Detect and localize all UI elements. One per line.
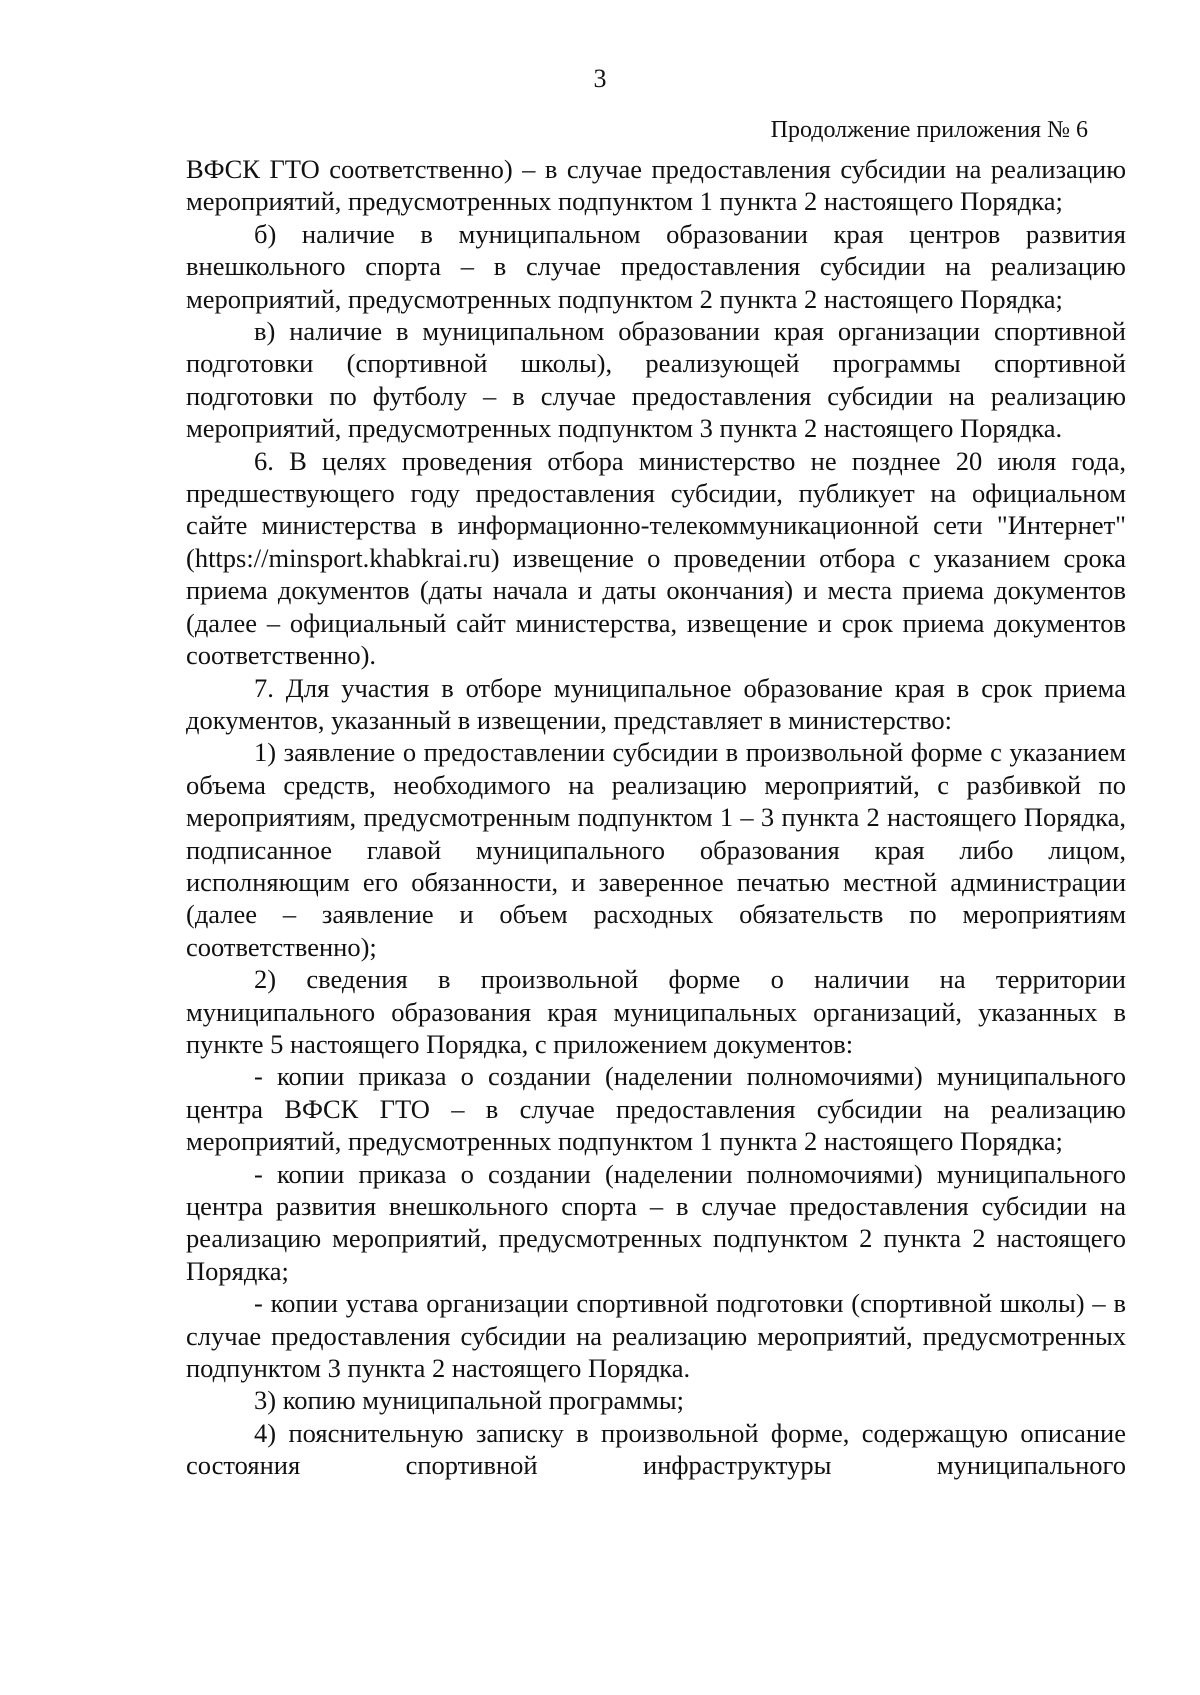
- paragraph-subitem-4: 4) пояснительную записку в произвольной форме, содержащую описание состояния спортивной инфраструктуры муниципального: [186, 1417, 1126, 1481]
- paragraph-item-v: в) наличие в муниципальном образовании края организации спортивной подготовки (спортивной школы), реализующей программы спортивной подготовки по футболу – в случае предоставления субсидии на реализацию мероприятий, предусмотренных подпунктом 3 пункта 2 настоящего Порядка.: [186, 316, 1126, 444]
- paragraph-continuation: ВФСК ГТО соответственно) – в случае предоставления субсидии на реализацию мероприятий, предусмотренных подпунктом 1 пункта 2 настоящего Порядка;: [186, 154, 1126, 217]
- paragraph-subitem-1: 1) заявление о предоставлении субсидии в произвольной форме с указанием объема средств, необходимого на реализацию мероприятий, с разбивкой по мероприятиям, предусмотренным подпунктом 1 – 3 пункта 2 настоящего Порядка, подписанное главой муниципального образования края либо лицом, исполняющим его обязанности, и заверенное печатью местной администрации (далее – заявление и объем расходных обязательств по мероприятиям соответственно);: [186, 737, 1126, 962]
- paragraph-dash-item-3: - копии устава организации спортивной подготовки (спортивной школы) – в случае предоставления субсидии на реализацию мероприятий, предусмотренных подпунктом 3 пункта 2 настоящего Порядка.: [186, 1288, 1126, 1384]
- page-number: 3: [593, 64, 607, 93]
- document-body: [186, 153, 1126, 1482]
- appendix-continuation-note: Продолжение приложения № 6: [770, 117, 1088, 143]
- paragraph-dash-item-1: - копии приказа о создании (наделении полномочиями) муниципального центра ВФСК ГТО – в случае предоставления субсидии на реализацию мероприятий, предусмотренных подпунктом 1 пункта 2 настоящего Порядка;: [186, 1061, 1126, 1157]
- paragraph-point-6: 6. В целях проведения отбора министерство не позднее 20 июля года, предшествующего году предоставления субсидии, публикует на официальном сайте министерства в информационно-телекоммуникационной сети "Интернет" (https://minsport.khabkrai.ru) извещение о проведении отбора с указанием срока приема документов (даты начала и даты окончания) и места приема документов (далее – официальный сайт министерства, извещение и срок приема документов соответственно).: [186, 445, 1126, 671]
- paragraph-item-b: б) наличие в муниципальном образовании края центров развития внешкольного спорта – в случае предоставления субсидии на реализацию мероприятий, предусмотренных подпунктом 2 пункта 2 настоящего Порядка;: [186, 218, 1126, 314]
- paragraph-dash-item-2: - копии приказа о создании (наделении полномочиями) муниципального центра развития внешкольного спорта – в случае предоставления субсидии на реализацию мероприятий, предусмотренных подпунктом 2 пункта 2 настоящего Порядка;: [186, 1158, 1126, 1286]
- paragraph-point-7: 7. Для участия в отборе муниципальное образование края в срок приема документов, указанный в извещении, представляет в министерство:: [186, 672, 1126, 735]
- paragraph-subitem-3: 3) копию муниципальной программы;: [254, 1385, 685, 1416]
- paragraph-subitem-2: 2) сведения в произвольной форме о наличии на территории муниципального образования края муниципальных организаций, указанных в пункте 5 настоящего Порядка, с приложением документов:: [186, 964, 1126, 1059]
